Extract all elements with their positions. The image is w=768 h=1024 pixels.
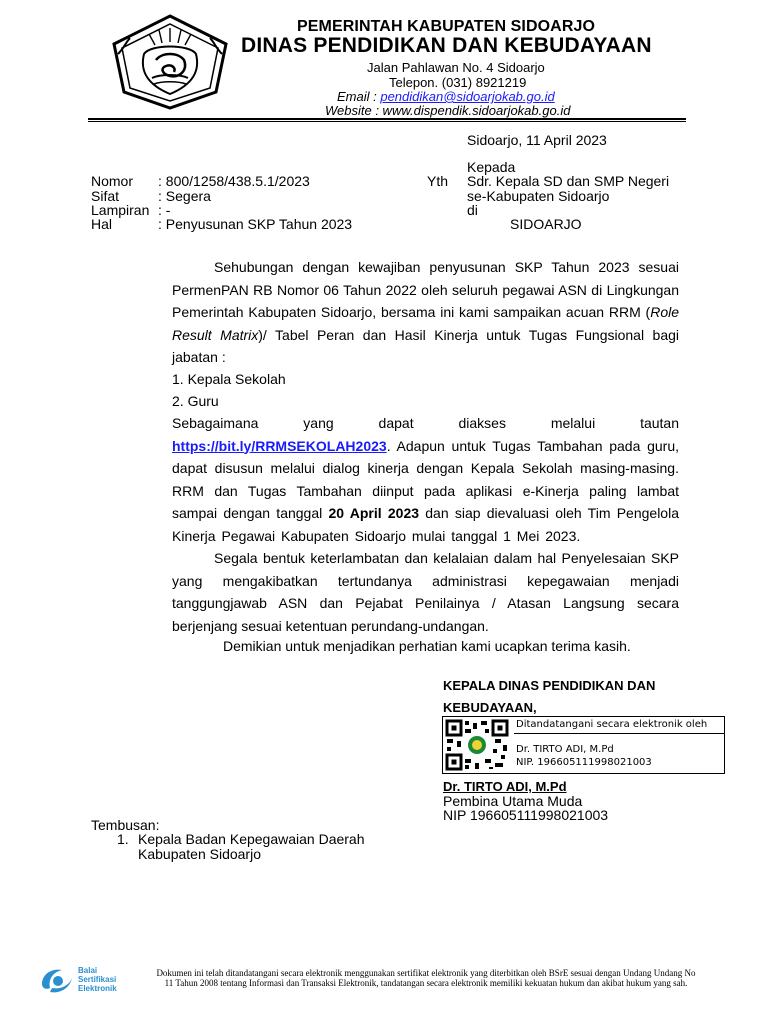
sifat-value: : Segera [158,188,211,204]
header-rule [88,118,686,120]
email-label: Email : [337,89,381,104]
website-text: Website : www.dispendik.sidoarjokab.go.id [325,103,571,118]
p2-text-b: . Adapun untuk Tugas Tambahan pada guru, dapat disusun melalui dialog kinerja dengan Kepala Sekolah masing-masing. RRM dan Tugas Tambahan diinput pada aplikasi e-Kinerja paling lambat sampai dengan tanggal [172,437,679,521]
bsre-icon [36,964,78,998]
rrm-link[interactable]: https://bit.ly/RRMSEKOLAH2023 [172,437,387,454]
government-name: PEMERINTAH KABUPATEN SIDOARJO [297,18,596,35]
kepada: Kepada [467,159,516,175]
signer-name: Dr. TIRTO ADI, M.Pd [443,779,567,794]
esign-caption: Ditandatangani secara elektronik oleh [516,719,708,730]
lampiran-value: : - [158,202,171,218]
signer-nip: NIP 196605111998021003 [443,807,609,823]
signer-title-line2: KEBUDAYAAN, [443,700,537,715]
signer-title-line1: KEPALA DINAS PENDIDIKAN DAN [443,678,656,693]
deadline-date: 20 April 2023 [328,505,420,521]
bsre-logo [36,964,144,998]
recipient-line2: se-Kabupaten Sidoarjo [467,188,610,204]
p1-text-a: Sehubungan dengan kewajiban penyusunan SKP Tahun 2023 sesuai PermenPAN RB Nomor 06 Tahun 2022 oleh seluruh pegawai ASN di Lingkungan Pemerintah Kabupaten Sidoarjo, bersama ini kami sampaikan acuan RRM ( [172,259,679,320]
p2-text-a: Sebagaimana yang dapat diakses melalui tautan [172,415,679,431]
tembusan-line2: Kabupaten Sidoarjo [138,846,261,862]
bsre-text [78,966,117,993]
bsre-line2: Sertifikasi [78,975,117,984]
phone: Telepon. (031) 8921219 [389,75,527,90]
list-item-2: 2. Guru [172,393,219,409]
paragraph-3: Segala bentuk keterlambatan dan kelalaian dalam hal Penyelesaian SKP yang mengakibatkan tertundanya administrasi kepegawaian menjadi tanggungjawab ASN dan Pejabat Penilainya / Atasan Langsung secara berjenjang sesuai ketentuan perundang-undangan. [172,550,679,634]
p1-italic: Role Result Matrix [172,304,679,343]
esign-nip: NIP. 196605111998021003 [516,757,652,768]
p2-text-c: dan siap dievaluasi oleh Tim Pengelola Kinerja Pegawai Kabupaten Sidoarjo mulai tanggal 1 Mei 2023. [172,505,679,544]
department-name: DINAS PENDIDIKAN DAN KEBUDAYAAN [241,34,652,57]
yth: Yth [427,173,449,189]
header-rule-thin [88,121,686,122]
sifat-label: Sifat [91,188,120,204]
qr-code [445,719,509,771]
regency-seal-logo [104,14,236,110]
esign-rule [514,733,724,734]
bsre-line3: Elektronik [78,984,117,993]
tembusan-line1: Kepala Badan Kepegawaian Daerah [138,831,365,847]
paragraph-1 [172,256,679,369]
website [325,103,570,118]
recipient-city: SIDOARJO [510,216,582,232]
nomor-label: Nomor [91,173,134,189]
recipient-di: di [467,202,478,218]
email-line [337,89,555,104]
paragraph-4: Demikian untuk menjadikan perhatian kami ucapkan terima kasih. [223,638,631,654]
letter-date: Sidoarjo, 11 April 2023 [467,132,607,148]
email-link[interactable]: pendidikan@sidoarjokab.go.id [380,89,555,104]
esign-box [442,716,725,774]
tembusan-num: 1. [117,831,129,847]
signer-rank: Pembina Utama Muda [443,793,583,809]
esign-name: Dr. TIRTO ADI, M.Pd [516,744,614,755]
esign-legal-note: Dokumen ini telah ditandatangani secara elektronik menggunakan sertifikat elektronik yang diterbitkan oleh BSrE sesuai dengan Undang Undang No 11 Tahun 2008 tentang Informasi dan Transaksi Elektronik, tandatangan secara elektronik memiliki kekuatan hukum dan akibat hukum yang sah. [156,968,696,988]
tembusan-label: Tembusan: [91,817,160,833]
bsre-line1: Balai [78,966,98,975]
hal-label: Hal [91,216,113,232]
signer-title [443,675,655,719]
paragraph-2 [172,412,679,547]
p1-text-b: )/ Tabel Peran dan Hasil Kinerja untuk Tugas Fungsional bagi jabatan : [172,326,679,365]
recipient-line1: Sdr. Kepala SD dan SMP Negeri [467,173,670,189]
list-item-1: 1. Kepala Sekolah [172,371,286,387]
lampiran-label: Lampiran [91,202,150,218]
nomor-value: : 800/1258/438.5.1/2023 [158,173,310,189]
address: Jalan Pahlawan No. 4 Sidoarjo [367,60,545,75]
hal-value: : Penyusunan SKP Tahun 2023 [158,216,353,232]
